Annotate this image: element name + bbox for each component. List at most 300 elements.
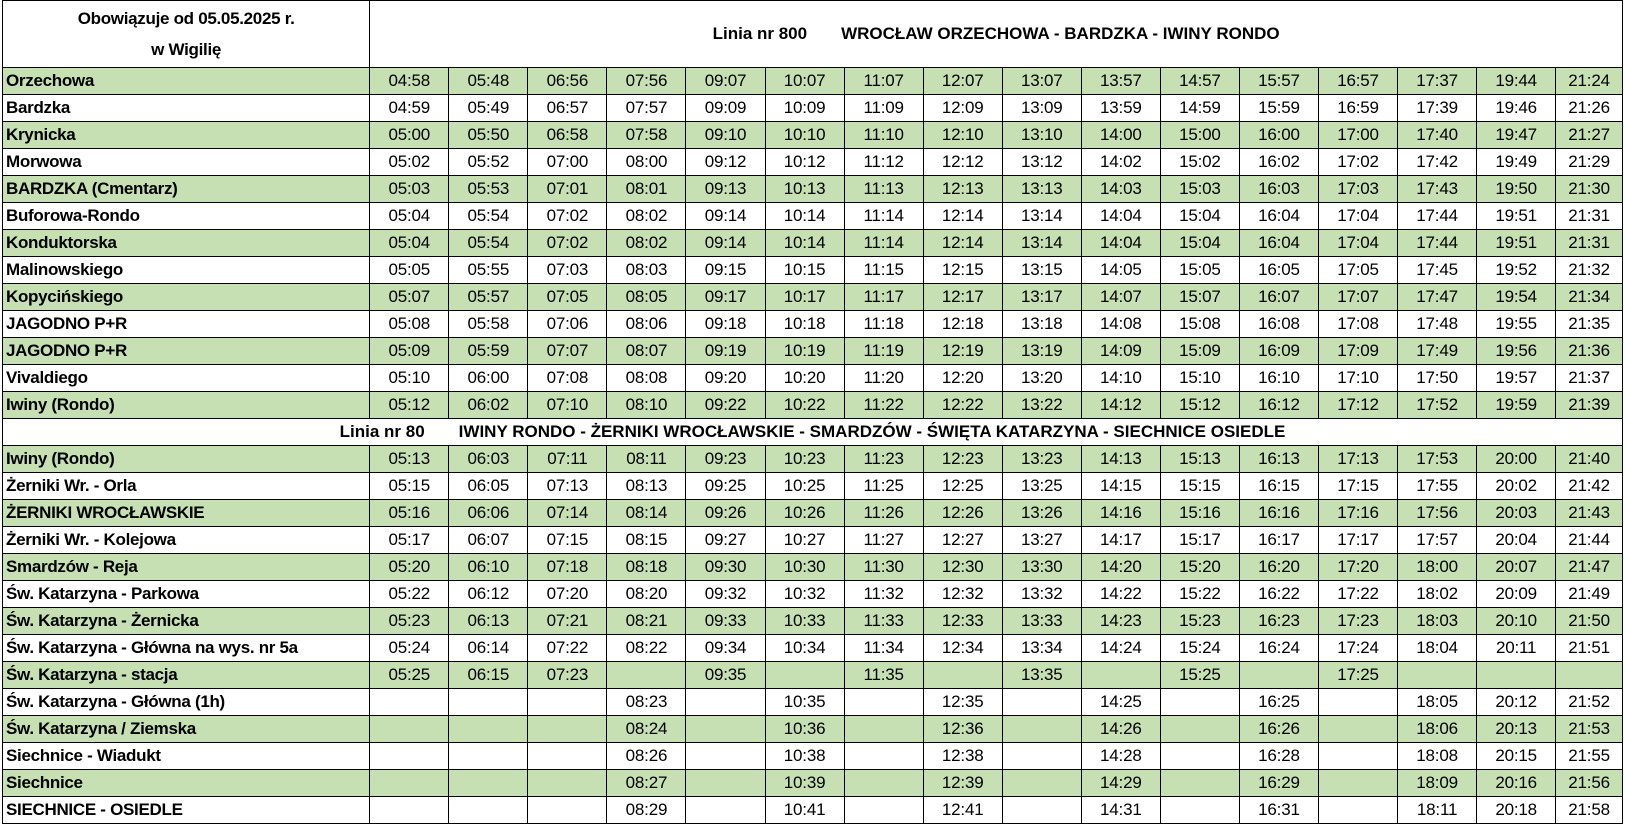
- departure-time: 20:11: [1477, 635, 1556, 662]
- departure-time: 14:17: [1081, 527, 1160, 554]
- departure-time: 07:56: [607, 68, 686, 95]
- departure-time: 12:39: [923, 770, 1002, 797]
- departure-time: 10:15: [765, 257, 844, 284]
- departure-time: 17:24: [1318, 635, 1397, 662]
- departure-time: 07:21: [528, 608, 607, 635]
- departure-time: 09:07: [686, 68, 765, 95]
- departure-time: 16:20: [1239, 554, 1318, 581]
- table-row: [3, 338, 1623, 365]
- departure-time: 17:25: [1318, 662, 1397, 689]
- departure-time: 14:05: [1081, 257, 1160, 284]
- table-row: [3, 176, 1623, 203]
- departure-time: 21:44: [1556, 527, 1623, 554]
- departure-time: 05:25: [370, 662, 449, 689]
- departure-time: 09:14: [686, 203, 765, 230]
- departure-time: 08:08: [607, 365, 686, 392]
- departure-time: 13:25: [1002, 473, 1081, 500]
- departure-time: 16:23: [1239, 608, 1318, 635]
- departure-time: 15:03: [1160, 176, 1239, 203]
- departure-time: 17:52: [1398, 392, 1477, 419]
- departure-time: 05:20: [370, 554, 449, 581]
- line-80-header-cell: [3, 419, 1623, 446]
- departure-time: 21:29: [1556, 149, 1623, 176]
- stop-name: Siechnice - Wiadukt: [3, 743, 370, 770]
- departure-time: 17:16: [1318, 500, 1397, 527]
- departure-time: [1002, 743, 1081, 770]
- departure-time: [686, 716, 765, 743]
- departure-time: 13:59: [1081, 95, 1160, 122]
- departure-time: 15:04: [1160, 230, 1239, 257]
- departure-time: 12:32: [923, 581, 1002, 608]
- departure-time: 13:30: [1002, 554, 1081, 581]
- departure-time: [370, 743, 449, 770]
- departure-time: 09:17: [686, 284, 765, 311]
- table-row: [3, 527, 1623, 554]
- departure-time: 07:23: [528, 662, 607, 689]
- departure-time: 17:57: [1398, 527, 1477, 554]
- departure-time: 05:53: [449, 176, 528, 203]
- departure-time: 10:34: [765, 635, 844, 662]
- departure-time: 11:14: [844, 230, 923, 257]
- departure-time: [844, 770, 923, 797]
- departure-time: 09:34: [686, 635, 765, 662]
- line-80-route: IWINY RONDO - ŻERNIKI WROCŁAWSKIE - SMARDZÓW - ŚWIĘTA KATARZYNA - SIECHNICE OSIEDLE: [458, 422, 1286, 441]
- departure-time: 12:27: [923, 527, 1002, 554]
- departure-time: 08:02: [607, 203, 686, 230]
- departure-time: 09:27: [686, 527, 765, 554]
- departure-time: 10:12: [765, 149, 844, 176]
- departure-time: 21:58: [1556, 797, 1623, 824]
- table-row: [3, 446, 1623, 473]
- departure-time: 16:05: [1239, 257, 1318, 284]
- departure-time: 20:03: [1477, 500, 1556, 527]
- stop-name: Malinowskiego: [3, 257, 370, 284]
- departure-time: 08:27: [607, 770, 686, 797]
- departure-time: 04:59: [370, 95, 449, 122]
- departure-time: 06:06: [449, 500, 528, 527]
- departure-time: 12:41: [923, 797, 1002, 824]
- departure-time: 15:09: [1160, 338, 1239, 365]
- table-row: [3, 284, 1623, 311]
- departure-time: 20:16: [1477, 770, 1556, 797]
- departure-time: 12:19: [923, 338, 1002, 365]
- departure-time: 12:36: [923, 716, 1002, 743]
- departure-time: 17:39: [1398, 95, 1477, 122]
- departure-time: 09:20: [686, 365, 765, 392]
- departure-time: [1477, 662, 1556, 689]
- departure-time: [449, 743, 528, 770]
- departure-time: 05:12: [370, 392, 449, 419]
- departure-time: 07:57: [607, 95, 686, 122]
- departure-time: 06:00: [449, 365, 528, 392]
- departure-time: 15:16: [1160, 500, 1239, 527]
- header-row: [3, 1, 1623, 68]
- departure-time: 16:04: [1239, 203, 1318, 230]
- departure-time: 06:14: [449, 635, 528, 662]
- departure-time: 21:24: [1556, 68, 1623, 95]
- departure-time: 10:26: [765, 500, 844, 527]
- departure-time: 13:32: [1002, 581, 1081, 608]
- departure-time: 13:12: [1002, 149, 1081, 176]
- departure-time: 15:02: [1160, 149, 1239, 176]
- departure-time: 11:25: [844, 473, 923, 500]
- departure-time: 12:17: [923, 284, 1002, 311]
- departure-time: 21:31: [1556, 230, 1623, 257]
- departure-time: 14:24: [1081, 635, 1160, 662]
- departure-time: 09:23: [686, 446, 765, 473]
- departure-time: [449, 716, 528, 743]
- departure-time: 17:42: [1398, 149, 1477, 176]
- departure-time: 17:04: [1318, 203, 1397, 230]
- departure-time: 11:15: [844, 257, 923, 284]
- table-row: [3, 554, 1623, 581]
- departure-time: 16:59: [1318, 95, 1397, 122]
- departure-time: 05:02: [370, 149, 449, 176]
- departure-time: [370, 716, 449, 743]
- departure-time: [844, 743, 923, 770]
- departure-time: [844, 797, 923, 824]
- departure-time: 14:00: [1081, 122, 1160, 149]
- departure-time: 19:52: [1477, 257, 1556, 284]
- departure-time: 12:22: [923, 392, 1002, 419]
- departure-time: [1556, 662, 1623, 689]
- departure-time: 13:34: [1002, 635, 1081, 662]
- stop-name: SIECHNICE - OSIEDLE: [3, 797, 370, 824]
- departure-time: 10:18: [765, 311, 844, 338]
- departure-time: 20:12: [1477, 689, 1556, 716]
- departure-time: 18:11: [1398, 797, 1477, 824]
- departure-time: 07:06: [528, 311, 607, 338]
- departure-time: 14:28: [1081, 743, 1160, 770]
- departure-time: 08:03: [607, 257, 686, 284]
- departure-time: 12:38: [923, 743, 1002, 770]
- departure-time: 09:14: [686, 230, 765, 257]
- departure-time: 06:56: [528, 68, 607, 95]
- departure-time: 09:13: [686, 176, 765, 203]
- table-row: [3, 770, 1623, 797]
- departure-time: 08:29: [607, 797, 686, 824]
- departure-time: 20:15: [1477, 743, 1556, 770]
- departure-time: [528, 689, 607, 716]
- departure-time: [1002, 689, 1081, 716]
- departure-time: 07:08: [528, 365, 607, 392]
- departure-time: 15:59: [1239, 95, 1318, 122]
- departure-time: [1160, 797, 1239, 824]
- departure-time: 04:58: [370, 68, 449, 95]
- departure-time: 08:07: [607, 338, 686, 365]
- departure-time: 10:25: [765, 473, 844, 500]
- departure-time: 08:23: [607, 689, 686, 716]
- departure-time: 13:27: [1002, 527, 1081, 554]
- departure-time: 16:24: [1239, 635, 1318, 662]
- stop-name: Żerniki Wr. - Orla: [3, 473, 370, 500]
- departure-time: 17:49: [1398, 338, 1477, 365]
- departure-time: [370, 797, 449, 824]
- departure-time: 10:14: [765, 203, 844, 230]
- stop-name: Morwowa: [3, 149, 370, 176]
- departure-time: 20:18: [1477, 797, 1556, 824]
- stop-name: Bardzka: [3, 95, 370, 122]
- stop-name: Żerniki Wr. - Kolejowa: [3, 527, 370, 554]
- departure-time: 14:23: [1081, 608, 1160, 635]
- departure-time: 21:31: [1556, 203, 1623, 230]
- departure-time: 17:48: [1398, 311, 1477, 338]
- departure-time: 17:04: [1318, 230, 1397, 257]
- departure-time: 20:07: [1477, 554, 1556, 581]
- departure-time: 10:41: [765, 797, 844, 824]
- departure-time: 05:22: [370, 581, 449, 608]
- departure-time: 14:08: [1081, 311, 1160, 338]
- departure-time: 20:10: [1477, 608, 1556, 635]
- departure-time: 10:22: [765, 392, 844, 419]
- departure-time: [449, 770, 528, 797]
- departure-time: 08:05: [607, 284, 686, 311]
- departure-time: 07:07: [528, 338, 607, 365]
- departure-time: 16:02: [1239, 149, 1318, 176]
- departure-time: 05:04: [370, 203, 449, 230]
- departure-time: 09:12: [686, 149, 765, 176]
- departure-time: 11:30: [844, 554, 923, 581]
- departure-time: [528, 797, 607, 824]
- departure-time: 08:24: [607, 716, 686, 743]
- table-row: [3, 473, 1623, 500]
- departure-time: 10:20: [765, 365, 844, 392]
- departure-time: 07:02: [528, 203, 607, 230]
- stop-name: Iwiny (Rondo): [3, 446, 370, 473]
- departure-time: 10:38: [765, 743, 844, 770]
- departure-time: [923, 662, 1002, 689]
- table-row: [3, 797, 1623, 824]
- line-800-header: [370, 1, 1623, 68]
- departure-time: [1318, 797, 1397, 824]
- departure-time: 08:06: [607, 311, 686, 338]
- departure-time: 11:32: [844, 581, 923, 608]
- departure-time: 14:15: [1081, 473, 1160, 500]
- departure-time: [449, 797, 528, 824]
- departure-time: 05:23: [370, 608, 449, 635]
- stop-name: Orzechowa: [3, 68, 370, 95]
- stop-name: Św. Katarzyna - Główna (1h): [3, 689, 370, 716]
- departure-time: 19:50: [1477, 176, 1556, 203]
- departure-time: 13:14: [1002, 203, 1081, 230]
- departure-time: 17:44: [1398, 203, 1477, 230]
- departure-time: 14:57: [1160, 68, 1239, 95]
- departure-time: 13:22: [1002, 392, 1081, 419]
- departure-time: 06:05: [449, 473, 528, 500]
- departure-time: 21:52: [1556, 689, 1623, 716]
- line-80-header: [3, 419, 1623, 446]
- departure-time: 09:22: [686, 392, 765, 419]
- departure-time: [844, 716, 923, 743]
- timetable-page: [2, 0, 1625, 824]
- stop-name: Św. Katarzyna - Parkowa: [3, 581, 370, 608]
- departure-time: 11:33: [844, 608, 923, 635]
- departure-time: 12:18: [923, 311, 1002, 338]
- departure-time: 17:47: [1398, 284, 1477, 311]
- departure-time: 05:04: [370, 230, 449, 257]
- departure-time: 10:32: [765, 581, 844, 608]
- departure-time: 09:30: [686, 554, 765, 581]
- validity-notice: [3, 1, 370, 68]
- departure-time: 08:26: [607, 743, 686, 770]
- departure-time: 10:36: [765, 716, 844, 743]
- departure-time: 06:07: [449, 527, 528, 554]
- departure-time: 07:20: [528, 581, 607, 608]
- departure-time: 19:44: [1477, 68, 1556, 95]
- stop-name: Vivaldiego: [3, 365, 370, 392]
- departure-time: [1081, 662, 1160, 689]
- departure-time: 14:13: [1081, 446, 1160, 473]
- departure-time: 10:27: [765, 527, 844, 554]
- departure-time: 16:09: [1239, 338, 1318, 365]
- departure-time: 07:05: [528, 284, 607, 311]
- departure-time: 20:02: [1477, 473, 1556, 500]
- departure-time: 06:57: [528, 95, 607, 122]
- departure-time: 12:26: [923, 500, 1002, 527]
- departure-time: [1318, 689, 1397, 716]
- departure-time: 07:02: [528, 230, 607, 257]
- departure-time: 16:15: [1239, 473, 1318, 500]
- departure-time: 21:32: [1556, 257, 1623, 284]
- departure-time: 17:43: [1398, 176, 1477, 203]
- departure-time: 05:50: [449, 122, 528, 149]
- departure-time: 05:10: [370, 365, 449, 392]
- departure-time: 08:02: [607, 230, 686, 257]
- departure-time: 17:07: [1318, 284, 1397, 311]
- departure-time: 19:49: [1477, 149, 1556, 176]
- departure-time: 16:26: [1239, 716, 1318, 743]
- departure-time: 05:54: [449, 203, 528, 230]
- stop-name: Krynicka: [3, 122, 370, 149]
- departure-time: 12:33: [923, 608, 1002, 635]
- departure-time: 13:10: [1002, 122, 1081, 149]
- departure-time: 16:29: [1239, 770, 1318, 797]
- departure-time: 10:10: [765, 122, 844, 149]
- departure-time: 11:10: [844, 122, 923, 149]
- departure-time: 19:59: [1477, 392, 1556, 419]
- departure-time: 11:09: [844, 95, 923, 122]
- departure-time: 07:11: [528, 446, 607, 473]
- departure-time: 11:22: [844, 392, 923, 419]
- departure-time: [765, 662, 844, 689]
- departure-time: 19:46: [1477, 95, 1556, 122]
- departure-time: [449, 689, 528, 716]
- departure-time: [370, 689, 449, 716]
- departure-time: 16:25: [1239, 689, 1318, 716]
- departure-time: 15:13: [1160, 446, 1239, 473]
- departure-time: 07:13: [528, 473, 607, 500]
- departure-time: [686, 743, 765, 770]
- departure-time: 07:15: [528, 527, 607, 554]
- departure-time: 10:09: [765, 95, 844, 122]
- departure-time: 21:27: [1556, 122, 1623, 149]
- table-row: [3, 230, 1623, 257]
- stop-name: Św. Katarzyna - Żernicka: [3, 608, 370, 635]
- table-row: [3, 122, 1623, 149]
- departure-time: 13:57: [1081, 68, 1160, 95]
- departure-time: 18:09: [1398, 770, 1477, 797]
- departure-time: 05:16: [370, 500, 449, 527]
- departure-time: 16:31: [1239, 797, 1318, 824]
- table-row: [3, 68, 1623, 95]
- departure-time: 13:14: [1002, 230, 1081, 257]
- departure-time: 12:20: [923, 365, 1002, 392]
- departure-time: 18:06: [1398, 716, 1477, 743]
- departure-time: 21:55: [1556, 743, 1623, 770]
- departure-time: 07:14: [528, 500, 607, 527]
- departure-time: 19:51: [1477, 203, 1556, 230]
- departure-time: 16:07: [1239, 284, 1318, 311]
- departure-time: 16:28: [1239, 743, 1318, 770]
- departure-time: 17:23: [1318, 608, 1397, 635]
- departure-time: 19:47: [1477, 122, 1556, 149]
- stop-name: ŻERNIKI WROCŁAWSKIE: [3, 500, 370, 527]
- departure-time: 13:13: [1002, 176, 1081, 203]
- departure-time: 14:25: [1081, 689, 1160, 716]
- departure-time: 08:22: [607, 635, 686, 662]
- departure-time: 11:27: [844, 527, 923, 554]
- table-row: [3, 743, 1623, 770]
- departure-time: 16:57: [1318, 68, 1397, 95]
- departure-time: 21:51: [1556, 635, 1623, 662]
- departure-time: 10:14: [765, 230, 844, 257]
- departure-time: [528, 716, 607, 743]
- departure-time: 15:24: [1160, 635, 1239, 662]
- departure-time: 16:12: [1239, 392, 1318, 419]
- departure-time: 16:08: [1239, 311, 1318, 338]
- departure-time: 13:18: [1002, 311, 1081, 338]
- stop-name: JAGODNO P+R: [3, 311, 370, 338]
- departure-time: 09:19: [686, 338, 765, 365]
- departure-time: 16:00: [1239, 122, 1318, 149]
- departure-time: 09:26: [686, 500, 765, 527]
- departure-time: 17:10: [1318, 365, 1397, 392]
- departure-time: 17:22: [1318, 581, 1397, 608]
- departure-time: 09:10: [686, 122, 765, 149]
- departure-time: 19:57: [1477, 365, 1556, 392]
- stop-name: BARDZKA (Cmentarz): [3, 176, 370, 203]
- departure-time: 08:10: [607, 392, 686, 419]
- departure-time: [370, 770, 449, 797]
- stop-name: Siechnice: [3, 770, 370, 797]
- departure-time: 20:09: [1477, 581, 1556, 608]
- departure-time: 15:22: [1160, 581, 1239, 608]
- departure-time: 21:36: [1556, 338, 1623, 365]
- table-row: [3, 257, 1623, 284]
- stop-name: Św. Katarzyna / Ziemska: [3, 716, 370, 743]
- departure-time: 11:14: [844, 203, 923, 230]
- table-row: [3, 716, 1623, 743]
- departure-time: 09:09: [686, 95, 765, 122]
- departure-time: 20:04: [1477, 527, 1556, 554]
- departure-time: 16:17: [1239, 527, 1318, 554]
- departure-time: 17:03: [1318, 176, 1397, 203]
- departure-time: [1002, 770, 1081, 797]
- departure-time: 10:13: [765, 176, 844, 203]
- departure-time: 15:04: [1160, 203, 1239, 230]
- departure-time: 17:44: [1398, 230, 1477, 257]
- departure-time: 19:55: [1477, 311, 1556, 338]
- departure-time: 14:12: [1081, 392, 1160, 419]
- departure-time: 14:59: [1160, 95, 1239, 122]
- departure-time: [1160, 689, 1239, 716]
- departure-time: [686, 689, 765, 716]
- departure-time: 07:18: [528, 554, 607, 581]
- departure-time: 21:50: [1556, 608, 1623, 635]
- departure-time: 18:05: [1398, 689, 1477, 716]
- departure-time: 06:03: [449, 446, 528, 473]
- departure-time: 13:33: [1002, 608, 1081, 635]
